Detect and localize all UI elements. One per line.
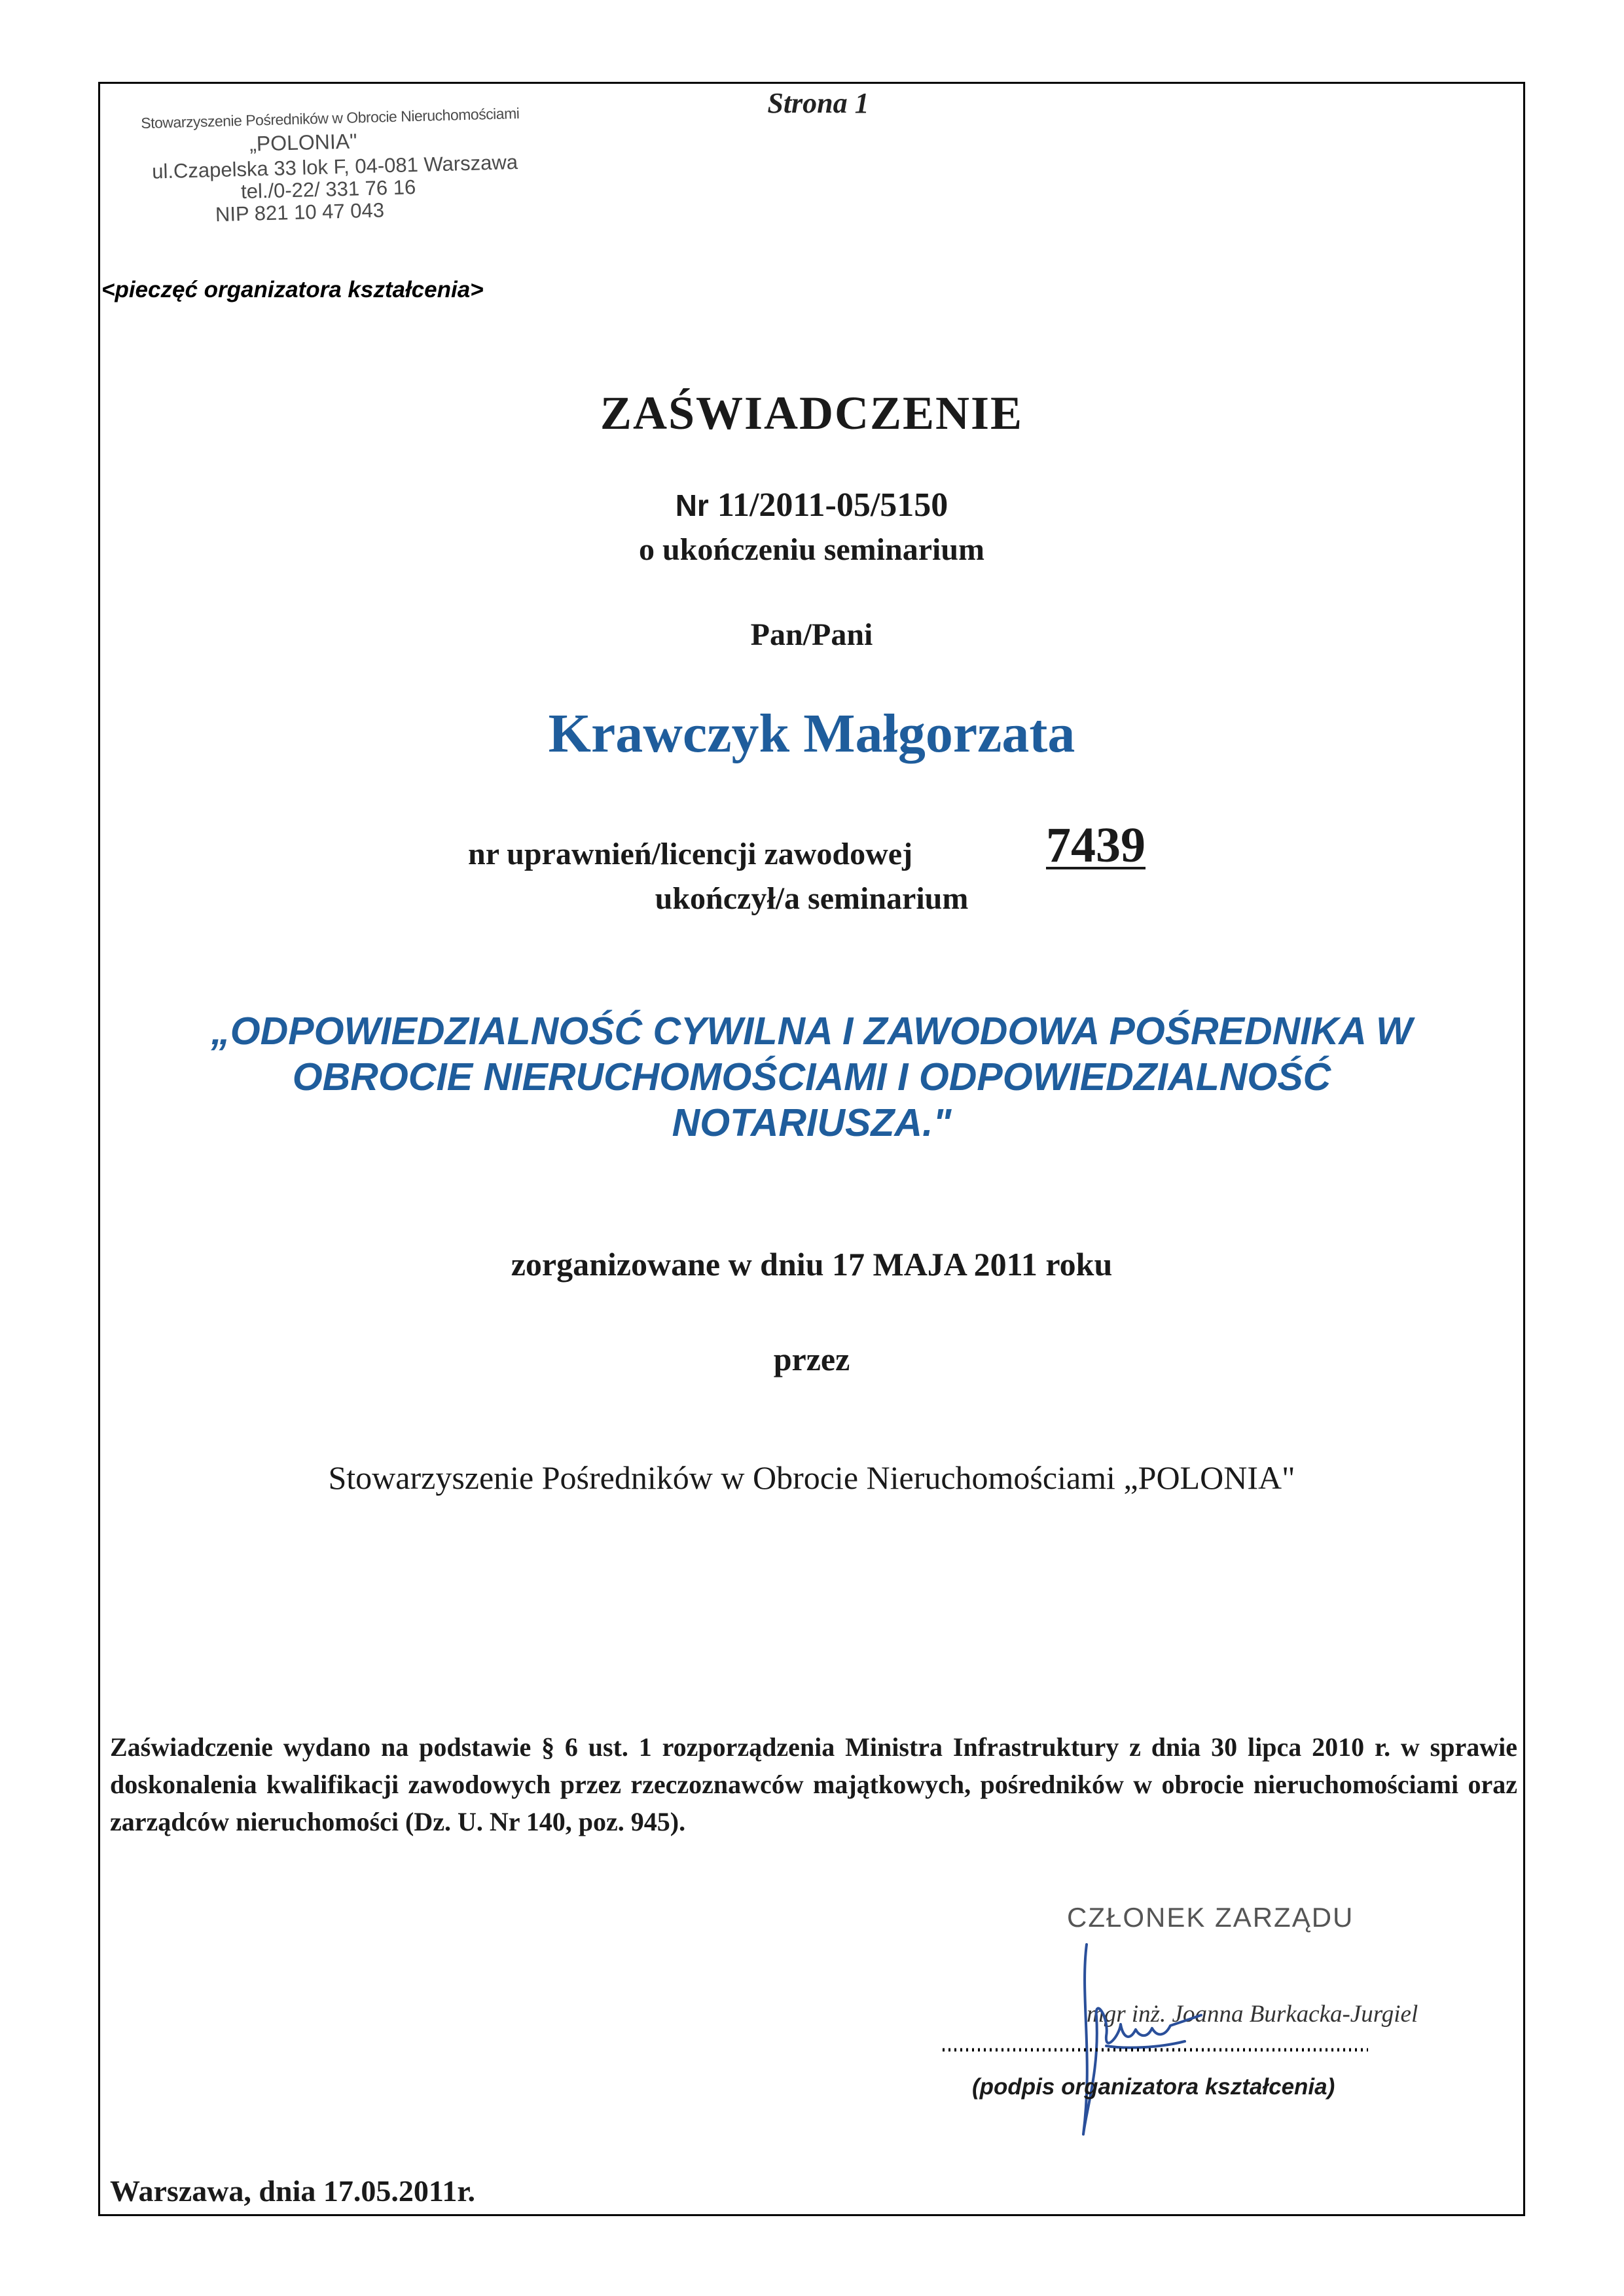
completed-line: ukończył/a seminarium: [655, 881, 969, 916]
by-line: przez: [773, 1341, 850, 1377]
course-title-line: NOTARIUSZA.": [672, 1101, 952, 1144]
stamp-line-nip: NIP 821 10 47 043: [215, 198, 385, 227]
stamp-line-name: Stowarzyszenie Pośredników w Obrocie Nieruchomościami: [141, 104, 520, 132]
certificate-number-line: [98, 486, 1525, 524]
page-number: Strona 1: [767, 87, 869, 119]
signer-name: mgr inż. Joanna Burkacka-Jurgiel: [1087, 2001, 1418, 2028]
place-and-date: Warszawa, dnia 17.05.2011r.: [110, 2174, 476, 2208]
event-date-line: zorganizowane w dniu 17 MAJA 2011 roku: [511, 1246, 1113, 1283]
certificate-number-prefix: Nr: [675, 488, 709, 522]
legal-basis: Zaświadczenie wydano na podstawie § 6 ust. 1 rozporządzenia Ministra Infrastruktury z dnia 30 lipca 2010 r. w sprawie doskonalenia kwalifikacji zawodowych przez rzeczoznawców majątkowych, pośredników w obrocie nieruchomościami oraz zarządców nieruchomości (Dz. U. Nr 140, poz. 945).: [110, 1732, 1517, 1836]
license-label: nr uprawnień/licencji zawodowej: [468, 837, 913, 871]
certificate-number: 11/2011-05/5150: [717, 486, 948, 524]
completion-line: o ukończeniu seminarium: [638, 532, 985, 567]
stamp-caption: <pieczęć organizatora kształcenia>: [101, 277, 484, 302]
participant-name: Krawczyk Małgorzata: [548, 703, 1075, 764]
stamp-line-phone: tel./0-22/ 331 76 16: [240, 175, 416, 204]
signature-caption: (podpis organizatora kształcenia): [972, 2074, 1335, 2100]
signature-dotted-line: [943, 2047, 1368, 2053]
organizer-stamp: [141, 104, 536, 228]
board-member-title: CZŁONEK ZARZĄDU: [1067, 1902, 1354, 1933]
course-title: [105, 1008, 1519, 1146]
course-title-line: „ODPOWIEDZIALNOŚĆ CYWILNA I ZAWODOWA POŚREDNIKA W: [211, 1010, 1413, 1053]
certificate-title: ZAŚWIADCZENIE: [600, 387, 1024, 439]
handwritten-signature: [1047, 1938, 1296, 2154]
license-number: 7439: [1046, 818, 1146, 873]
course-title-line: OBROCIE NIERUCHOMOŚCIAMI I ODPOWIEDZIALNOŚĆ: [292, 1055, 1331, 1099]
stamp-line-brand: „POLONIA": [249, 129, 357, 156]
stamp-line-address: ul.Czapelska 33 lok F, 04-081 Warszawa: [151, 150, 518, 183]
organizer-name: Stowarzyszenie Pośredników w Obrocie Nieruchomościami „POLONIA": [328, 1459, 1295, 1496]
salutation: Pan/Pani: [750, 617, 873, 652]
